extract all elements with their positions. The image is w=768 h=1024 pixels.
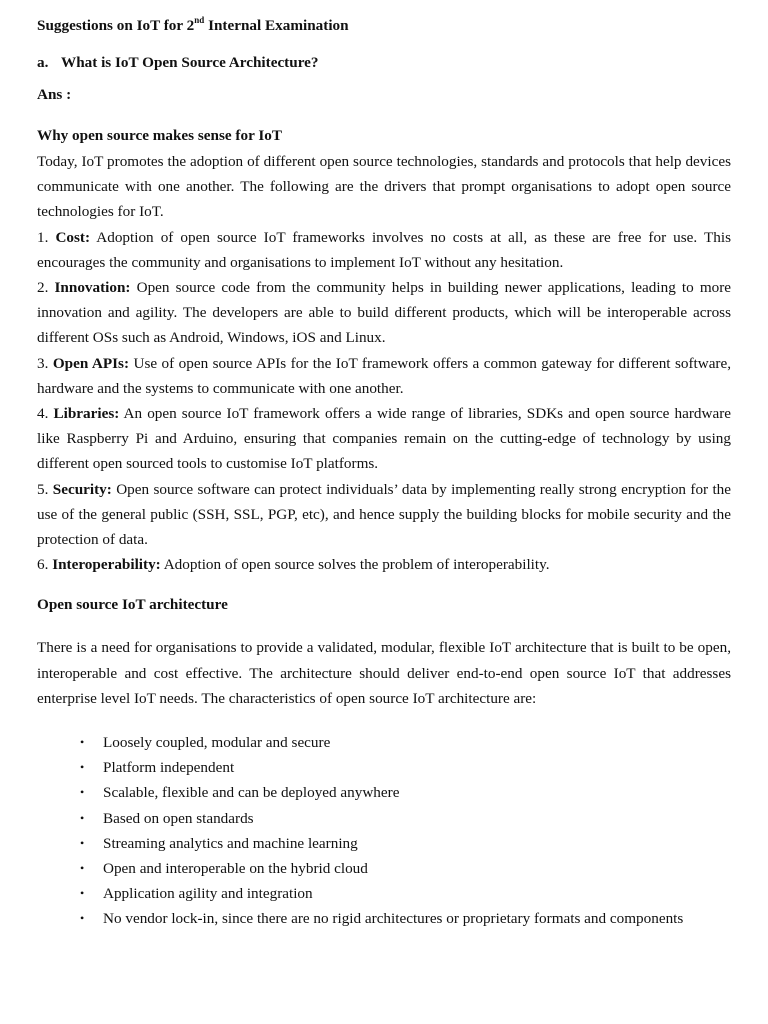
driver-text: Adoption of open source solves the problem of interoperability. bbox=[163, 556, 550, 574]
bullet-icon: • bbox=[80, 760, 85, 775]
driver-number: 6. bbox=[37, 556, 49, 574]
list-item-text: Scalable, flexible and can be deployed anywhere bbox=[103, 784, 400, 802]
driver-term: Cost: bbox=[55, 228, 91, 246]
bullet-icon: • bbox=[80, 861, 85, 876]
driver-term: Interoperability: bbox=[52, 556, 161, 574]
driver-text: Open source software can protect individuals’ data by implementing really strong encryption for the use of the general public (SSH, SSL, PGP, etc), and hence supply the building blocks for mobile security and the protection of data. bbox=[37, 480, 732, 549]
why-open-source-heading: Why open source makes sense for IoT bbox=[37, 127, 282, 144]
driver-term: Libraries: bbox=[53, 405, 120, 423]
title-prefix: Suggestions on IoT for 2 bbox=[37, 17, 195, 34]
list-item-text: No vendor lock-in, since there are no rigid architectures or proprietary formats and components bbox=[103, 910, 684, 928]
list-item bbox=[80, 755, 731, 780]
bullet-icon: • bbox=[80, 785, 85, 800]
bullet-icon: • bbox=[80, 810, 85, 825]
list-item bbox=[80, 831, 731, 856]
title-suffix: Internal Examination bbox=[204, 17, 349, 34]
driver-number: 3. bbox=[37, 354, 49, 372]
driver-text: An open source IoT framework offers a wide range of libraries, SDKs and open source hardware like Raspberry Pi and Arduino, ensuring that companies remain on the cutting-edge of technology by using different open sourced tools to customise IoT platforms. bbox=[37, 405, 732, 473]
driver-number: 1. bbox=[37, 228, 49, 246]
why-open-source-intro: Today, IoT promotes the adoption of different open source technologies, standards and protocols that help devices communicate with one another. The following are the drivers that prompt organisations to adopt open source technologies for IoT. bbox=[37, 153, 731, 221]
list-item-text: Streaming analytics and machine learning bbox=[103, 834, 358, 852]
list-item bbox=[80, 780, 731, 805]
driver-text: Adoption of open source IoT frameworks involves no costs at all, as these are free for use. This encourages the community and organisations to implement IoT without any hesitation. bbox=[37, 228, 731, 271]
bullet-icon: • bbox=[80, 735, 85, 750]
driver-number: 5. bbox=[37, 480, 49, 498]
driver-item bbox=[37, 351, 731, 401]
title-superscript: nd bbox=[194, 14, 205, 25]
list-item bbox=[80, 730, 731, 755]
bullet-icon: • bbox=[80, 835, 85, 850]
driver-item bbox=[37, 225, 731, 275]
architecture-heading: Open source IoT architecture bbox=[37, 596, 228, 614]
list-item-text: Platform independent bbox=[103, 759, 235, 777]
list-item bbox=[80, 906, 731, 931]
architecture-intro: There is a need for organisations to provide a validated, modular, flexible IoT architecture that is built to be open, interoperable and cost effective. The architecture should deliver end-to-end open source IoT that addresses enterprise level IoT needs. The characteristics of open source IoT architecture are: bbox=[37, 639, 731, 707]
list-item-text: Open and interoperable on the hybrid cloud bbox=[103, 860, 368, 878]
list-item-text: Based on open standards bbox=[103, 809, 254, 827]
answer-label: Ans : bbox=[37, 86, 72, 103]
question-heading bbox=[37, 51, 731, 75]
driver-term: Open APIs: bbox=[52, 354, 130, 372]
driver-item bbox=[37, 401, 731, 477]
driver-item bbox=[37, 275, 731, 351]
driver-text: Use of open source APIs for the IoT framework offers a common gateway for different software, hardware and the systems to communicate with one another. bbox=[37, 354, 732, 397]
bullet-icon: • bbox=[80, 911, 85, 926]
driver-item bbox=[37, 552, 731, 577]
driver-term: Innovation: bbox=[54, 279, 131, 297]
driver-term: Security: bbox=[52, 480, 112, 498]
characteristics-list bbox=[37, 730, 731, 932]
question-letter: a. bbox=[37, 54, 49, 71]
driver-item bbox=[37, 477, 731, 553]
list-item-text: Application agility and integration bbox=[103, 885, 313, 903]
driver-number: 2. bbox=[37, 279, 49, 297]
driver-number: 4. bbox=[37, 405, 49, 423]
list-item bbox=[80, 806, 731, 831]
list-item-text: Loosely coupled, modular and secure bbox=[103, 734, 331, 752]
list-item bbox=[80, 881, 731, 906]
list-item bbox=[80, 856, 731, 881]
bullet-icon: • bbox=[80, 886, 85, 901]
question-text: What is IoT Open Source Architecture? bbox=[61, 54, 319, 71]
driver-text: Open source code from the community helps in building newer applications, leading to more innovation and agility. The developers are able to build different products, which will be interoperable across different OSs such as Android, Windows, iOS and Linux. bbox=[37, 279, 732, 347]
document-title bbox=[37, 14, 731, 38]
